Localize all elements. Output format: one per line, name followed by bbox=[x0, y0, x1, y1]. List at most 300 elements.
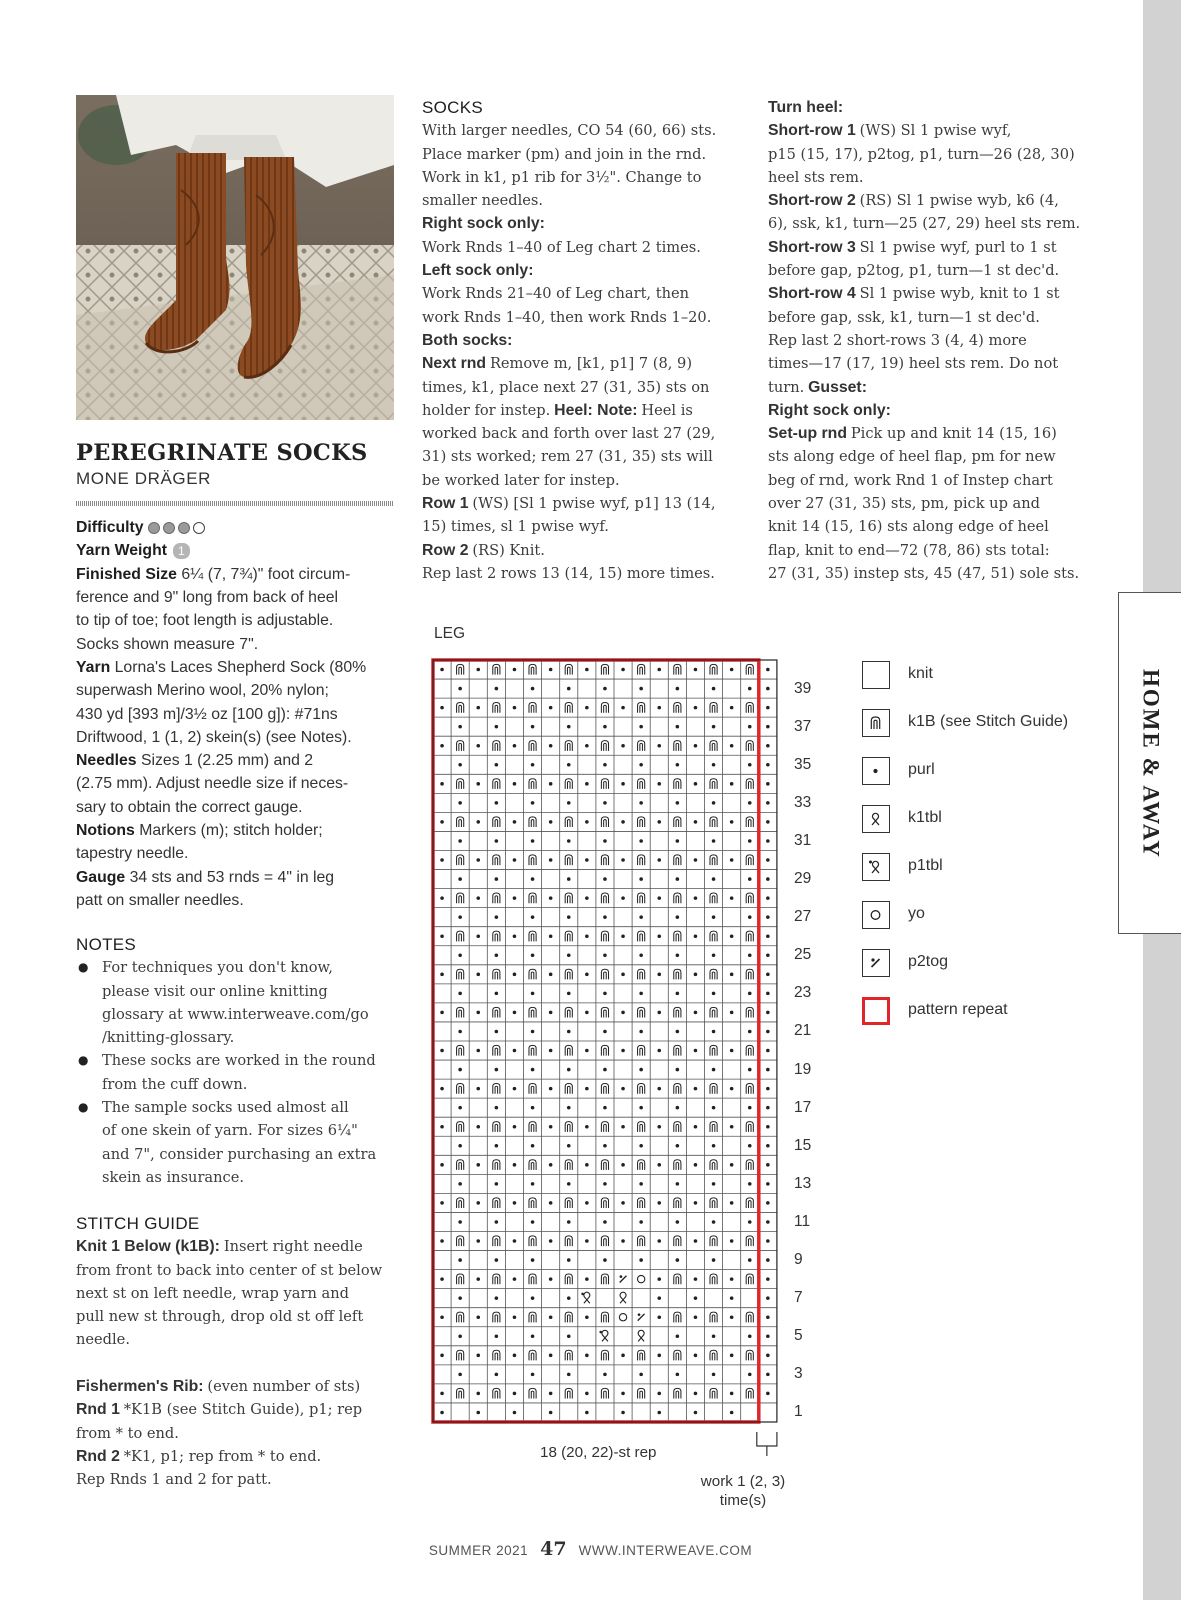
yarn-text: superwash Merino wool, 20% nylon; bbox=[76, 682, 329, 700]
chart-cell bbox=[657, 744, 661, 748]
chart-cell bbox=[603, 915, 607, 919]
chart-cell bbox=[585, 1087, 589, 1091]
chart-cell bbox=[601, 1274, 608, 1284]
chart-row-number: 23 bbox=[794, 984, 812, 1002]
finished-size-label: Finished Size bbox=[76, 565, 177, 583]
chart-cell bbox=[601, 1160, 608, 1170]
chart-cell bbox=[766, 687, 770, 691]
chart-cell bbox=[565, 1045, 572, 1055]
chart-cell bbox=[513, 1201, 517, 1205]
chart-cell bbox=[529, 931, 536, 941]
chart-cell bbox=[581, 1292, 590, 1303]
chart-cell bbox=[440, 934, 444, 938]
chart-cell bbox=[730, 1411, 734, 1415]
chart-cell bbox=[638, 1330, 644, 1341]
finished-size-text: Socks shown measure 7". bbox=[76, 635, 259, 653]
chart-cell bbox=[549, 1277, 553, 1281]
chart-cell bbox=[674, 664, 681, 674]
chart-cell bbox=[712, 1373, 716, 1377]
chart-cell bbox=[674, 1236, 681, 1246]
chart-cell bbox=[766, 1068, 770, 1072]
difficulty-label: Difficulty bbox=[76, 519, 144, 536]
chart-cell bbox=[493, 893, 500, 903]
chart-row-number: 19 bbox=[794, 1060, 812, 1078]
chart-row bbox=[440, 817, 769, 827]
chart-cell bbox=[674, 1388, 681, 1398]
chart-cell bbox=[529, 1274, 536, 1284]
chart-cell bbox=[621, 1354, 625, 1358]
chart-cell bbox=[746, 779, 753, 789]
chart-row bbox=[458, 763, 769, 767]
chart-cell bbox=[676, 1334, 680, 1338]
chart-cell bbox=[531, 725, 535, 729]
chart-cell bbox=[694, 858, 698, 862]
chart-cell bbox=[458, 1030, 462, 1034]
chart-cell bbox=[531, 1144, 535, 1148]
chart-cell bbox=[440, 896, 444, 900]
legend-purl-icon bbox=[862, 757, 890, 785]
chart-row bbox=[440, 1122, 769, 1132]
chart-cell bbox=[458, 1373, 462, 1377]
notions-text: Markers (m); stitch holder; bbox=[139, 822, 323, 840]
chart-cell bbox=[694, 1239, 698, 1243]
legend-label: p1tbl bbox=[908, 857, 943, 874]
chart-cell bbox=[712, 839, 716, 843]
chart-cell bbox=[513, 973, 517, 977]
chart-cell bbox=[476, 820, 480, 824]
chart-cell bbox=[458, 725, 462, 729]
chart-cell bbox=[621, 1411, 625, 1415]
chart-cell bbox=[529, 1312, 536, 1322]
chart-cell bbox=[621, 744, 625, 748]
chart-cell bbox=[585, 1163, 589, 1167]
work-times-label: work 1 (2, 3) time(s) bbox=[700, 1473, 786, 1509]
chart-cell bbox=[621, 896, 625, 900]
chart-cell bbox=[621, 668, 625, 672]
chart-cell bbox=[766, 1163, 770, 1167]
chart-cell bbox=[676, 725, 680, 729]
chart-cell bbox=[457, 664, 464, 674]
chart-cell bbox=[458, 1296, 462, 1300]
chart-cell bbox=[513, 1087, 517, 1091]
chart-cell bbox=[476, 706, 480, 710]
chart-cell bbox=[476, 782, 480, 786]
chart-cell bbox=[712, 877, 716, 881]
chart-cell bbox=[513, 896, 517, 900]
chart-cell bbox=[746, 703, 753, 713]
chart-cell bbox=[638, 1084, 645, 1094]
chart-cell bbox=[531, 801, 535, 805]
chart-cell bbox=[476, 1049, 480, 1053]
chart-cell bbox=[440, 1011, 444, 1015]
chart-cell bbox=[766, 782, 770, 786]
chart-cell bbox=[712, 801, 716, 805]
chart-cell bbox=[694, 782, 698, 786]
yarn-text: Driftwood, 1 (1, 2) skein(s) (see Notes). bbox=[76, 728, 352, 746]
chart-cell bbox=[493, 703, 500, 713]
chart-cell bbox=[476, 1011, 480, 1015]
chart-cell bbox=[585, 973, 589, 977]
chart-cell bbox=[457, 893, 464, 903]
legend-k1tbl-icon bbox=[862, 805, 890, 833]
chart-row-number: 17 bbox=[794, 1098, 812, 1116]
chart-cell bbox=[639, 1030, 643, 1034]
chart-cell bbox=[674, 855, 681, 865]
chart-cell bbox=[674, 741, 681, 751]
chart-cell bbox=[748, 725, 752, 729]
chart-cell bbox=[531, 1296, 535, 1300]
chart-cell bbox=[495, 801, 499, 805]
legend-label: yo bbox=[908, 905, 925, 922]
chart-cell bbox=[638, 1122, 645, 1132]
chart-row bbox=[458, 1144, 769, 1148]
chart-cell bbox=[585, 934, 589, 938]
chart-cell bbox=[440, 1392, 444, 1396]
chart-cell bbox=[529, 1122, 536, 1132]
chart-cell bbox=[766, 1315, 770, 1319]
chart-cell bbox=[493, 1198, 500, 1208]
legend-knit-icon bbox=[862, 661, 890, 689]
chart-cell bbox=[529, 779, 536, 789]
chart-cell bbox=[440, 1201, 444, 1205]
chart-cell bbox=[657, 1354, 661, 1358]
stitch-guide-heading: STITCH GUIDE bbox=[76, 1214, 200, 1233]
chart-cell bbox=[513, 668, 517, 672]
chart-cell bbox=[694, 1315, 698, 1319]
chart-cell bbox=[531, 839, 535, 843]
legend-label: pattern repeat bbox=[908, 1001, 1008, 1018]
chart-cell bbox=[476, 934, 480, 938]
gauge-label: Gauge bbox=[76, 868, 126, 886]
chart-cell bbox=[549, 1049, 553, 1053]
chart-cell bbox=[513, 1049, 517, 1053]
chart-cell bbox=[513, 1411, 517, 1415]
chart-cell bbox=[495, 725, 499, 729]
chart-cell bbox=[766, 668, 770, 672]
chart-cell bbox=[601, 779, 608, 789]
chart-row bbox=[458, 1330, 769, 1341]
chart-cell bbox=[529, 1198, 536, 1208]
chart-cell bbox=[585, 1011, 589, 1015]
chart-row bbox=[440, 1160, 769, 1170]
chart-cell bbox=[746, 1236, 753, 1246]
chart-cell bbox=[601, 1084, 608, 1094]
repeat-label: 18 (20, 22)-st rep bbox=[540, 1444, 657, 1461]
chart-cell bbox=[674, 1045, 681, 1055]
chart-cell bbox=[694, 1392, 698, 1396]
chart-cell bbox=[458, 953, 462, 957]
chart-cell bbox=[531, 1030, 535, 1034]
chart-cell bbox=[766, 763, 770, 767]
chart-cell bbox=[694, 934, 698, 938]
chart-cell bbox=[495, 877, 499, 881]
chart-cell bbox=[476, 1354, 480, 1358]
chart-cell bbox=[657, 668, 661, 672]
chart-cell bbox=[710, 931, 717, 941]
page-number: 47 bbox=[540, 1538, 567, 1560]
chart-cell bbox=[549, 706, 553, 710]
chart-cell bbox=[676, 1182, 680, 1186]
chart-cell bbox=[601, 1122, 608, 1132]
chart-row-number: 29 bbox=[794, 870, 812, 888]
chart-row bbox=[458, 1182, 769, 1186]
chart-cell bbox=[712, 1068, 716, 1072]
chart-cell bbox=[567, 801, 571, 805]
chart-cell bbox=[565, 703, 572, 713]
chart-cell bbox=[565, 1122, 572, 1132]
finished-size-text: ference and 9" long from back of heel bbox=[76, 589, 339, 607]
chart-cell bbox=[766, 896, 770, 900]
chart-cell bbox=[712, 725, 716, 729]
chart-cell bbox=[712, 763, 716, 767]
chart-title: LEG bbox=[434, 625, 466, 642]
chart-cell bbox=[531, 877, 535, 881]
chart-cell bbox=[638, 664, 645, 674]
chart-grid bbox=[433, 660, 777, 1422]
chart-cell bbox=[694, 1087, 698, 1091]
chart-cell bbox=[710, 703, 717, 713]
chart-cell bbox=[493, 1007, 500, 1017]
chart-cell bbox=[712, 687, 716, 691]
chart-cell bbox=[513, 934, 517, 938]
chart-cell bbox=[549, 934, 553, 938]
chart-cell bbox=[495, 1068, 499, 1072]
chart-cell bbox=[748, 1068, 752, 1072]
chart-cell bbox=[495, 953, 499, 957]
chart-cell bbox=[710, 1350, 717, 1360]
chart-cell bbox=[620, 1292, 626, 1303]
chart-row bbox=[458, 953, 769, 957]
chart-cell bbox=[549, 1201, 553, 1205]
difficulty-dot-filled bbox=[178, 522, 190, 534]
chart-cell bbox=[621, 820, 625, 824]
chart-cell bbox=[440, 1049, 444, 1053]
chart-cell bbox=[676, 1030, 680, 1034]
chart-cell bbox=[746, 817, 753, 827]
chart-cell bbox=[730, 744, 734, 748]
chart-cell bbox=[585, 820, 589, 824]
chart-cell bbox=[549, 1239, 553, 1243]
chart-cell bbox=[565, 1274, 572, 1284]
chart-cell bbox=[746, 969, 753, 979]
chart-cell bbox=[674, 779, 681, 789]
chart-cell bbox=[694, 1049, 698, 1053]
chart-cell bbox=[621, 1239, 625, 1243]
specs-block bbox=[76, 516, 394, 912]
chart-cell bbox=[746, 931, 753, 941]
finished-size-text: 6¼ (7, 7¾)" foot circum- bbox=[181, 565, 351, 583]
chart-cell bbox=[601, 703, 608, 713]
chart-cell bbox=[531, 1182, 535, 1186]
chart-cell bbox=[457, 1007, 464, 1017]
chart-row bbox=[458, 1068, 769, 1072]
legend-p2tog-icon bbox=[862, 949, 890, 977]
chart-cell bbox=[638, 1160, 645, 1170]
chart-cell bbox=[676, 687, 680, 691]
chart-cell bbox=[676, 1068, 680, 1072]
chart-cell bbox=[565, 741, 572, 751]
chart-cell bbox=[603, 1144, 607, 1148]
chart-cell bbox=[710, 1160, 717, 1170]
chart-cell bbox=[730, 1049, 734, 1053]
chart-cell bbox=[513, 1277, 517, 1281]
chart-border bbox=[433, 660, 777, 1422]
chart-row bbox=[440, 1274, 769, 1284]
chart-cell bbox=[657, 896, 661, 900]
chart-cell bbox=[585, 1277, 589, 1281]
chart-cell bbox=[601, 969, 608, 979]
chart-cell bbox=[638, 703, 645, 713]
chart-cell bbox=[657, 1277, 661, 1281]
chart-cell bbox=[710, 1007, 717, 1017]
chart-row bbox=[440, 1084, 769, 1094]
chart-row bbox=[440, 664, 769, 674]
chart-cell bbox=[529, 703, 536, 713]
chart-cell bbox=[766, 744, 770, 748]
chart-row bbox=[440, 855, 769, 865]
chart-cell bbox=[529, 1160, 536, 1170]
chart-cell bbox=[638, 931, 645, 941]
chart-cell bbox=[639, 763, 643, 767]
chart-cell bbox=[493, 969, 500, 979]
chart-cell bbox=[476, 1277, 480, 1281]
chart-cell bbox=[638, 1236, 645, 1246]
chart-row-number: 9 bbox=[794, 1251, 803, 1269]
chart-cell bbox=[476, 1163, 480, 1167]
chart-row bbox=[440, 741, 769, 751]
chart-cell bbox=[710, 1388, 717, 1398]
chart-cell bbox=[712, 1144, 716, 1148]
chart-cell bbox=[601, 1236, 608, 1246]
chart-cell bbox=[766, 1334, 770, 1338]
chart-cell bbox=[495, 763, 499, 767]
chart-cell bbox=[476, 1125, 480, 1129]
chart-row-number: 5 bbox=[794, 1327, 803, 1345]
chart-cell bbox=[730, 1125, 734, 1129]
chart-cell bbox=[657, 1392, 661, 1396]
chart-cell bbox=[529, 855, 536, 865]
chart-cell bbox=[674, 931, 681, 941]
chart-cell bbox=[694, 1354, 698, 1358]
chart-cell bbox=[676, 953, 680, 957]
chart-row-number: 31 bbox=[794, 831, 812, 849]
chart-cell bbox=[638, 817, 645, 827]
chart-row bbox=[440, 703, 769, 713]
chart-cell bbox=[603, 1220, 607, 1224]
chart-cell bbox=[513, 744, 517, 748]
chart-cell bbox=[621, 706, 625, 710]
chart-cell bbox=[599, 1330, 608, 1341]
chart-cell bbox=[495, 992, 499, 996]
chart-cell bbox=[619, 1314, 626, 1321]
legend-yo-icon bbox=[862, 901, 890, 929]
work-bracket bbox=[757, 1432, 777, 1446]
chart-cell bbox=[730, 820, 734, 824]
chart-cell bbox=[674, 1312, 681, 1322]
chart-cell bbox=[493, 855, 500, 865]
chart-cell bbox=[748, 1373, 752, 1377]
chart-cell bbox=[674, 1350, 681, 1360]
chart-cell bbox=[549, 1011, 553, 1015]
chart-cell bbox=[712, 1334, 716, 1338]
chart-cell bbox=[565, 931, 572, 941]
legend-repeat-icon bbox=[862, 997, 890, 1025]
chart-cell bbox=[657, 1411, 661, 1415]
chart-cell bbox=[529, 1007, 536, 1017]
chart-row-number: 3 bbox=[794, 1365, 803, 1383]
chart-cell bbox=[674, 703, 681, 713]
chart-row bbox=[440, 1045, 769, 1055]
chart-cell bbox=[601, 1350, 608, 1360]
chart-cell bbox=[766, 801, 770, 805]
chart-cell bbox=[457, 1122, 464, 1132]
chart-cell bbox=[549, 1125, 553, 1129]
chart-cell bbox=[457, 1388, 464, 1398]
footer-url: WWW.INTERWEAVE.COM bbox=[578, 1543, 753, 1558]
chart-cell bbox=[674, 1274, 681, 1284]
chart-cell bbox=[440, 1239, 444, 1243]
chart-cell bbox=[493, 1312, 500, 1322]
chart-cell bbox=[585, 744, 589, 748]
chart-cell bbox=[440, 858, 444, 862]
chart-cell bbox=[493, 817, 500, 827]
chart-row bbox=[440, 1236, 769, 1246]
chart-row-number: 15 bbox=[794, 1136, 812, 1154]
chart-cell bbox=[730, 1011, 734, 1015]
chart-cell bbox=[712, 1220, 716, 1224]
chart-cell bbox=[457, 1084, 464, 1094]
chart-cell bbox=[676, 992, 680, 996]
chart-cell bbox=[694, 1201, 698, 1205]
chart-cell bbox=[529, 1350, 536, 1360]
chart-cell bbox=[585, 706, 589, 710]
both-socks-label: Both socks: bbox=[422, 331, 513, 349]
chart-row bbox=[440, 1007, 769, 1017]
chart-cell bbox=[440, 1354, 444, 1358]
chart-cell bbox=[531, 687, 535, 691]
chart-row bbox=[458, 839, 769, 843]
chart-cell bbox=[529, 741, 536, 751]
chart-cell bbox=[730, 1163, 734, 1167]
chart-cell bbox=[621, 858, 625, 862]
chart-cell bbox=[549, 782, 553, 786]
chart-row bbox=[458, 1030, 769, 1034]
chart-cell bbox=[712, 1258, 716, 1262]
chart-cell bbox=[639, 1258, 643, 1262]
notions-text: tapestry needle. bbox=[76, 845, 189, 863]
chart-cell bbox=[567, 1373, 571, 1377]
chart-row bbox=[440, 1411, 733, 1415]
chart-cell bbox=[712, 1030, 716, 1034]
chart-cell bbox=[567, 877, 571, 881]
chart-cell bbox=[748, 1106, 752, 1110]
chart-cell bbox=[694, 744, 698, 748]
chart-cell bbox=[529, 817, 536, 827]
chart-cell bbox=[440, 1411, 444, 1415]
chart-cell bbox=[730, 1315, 734, 1319]
chart-row bbox=[458, 877, 769, 881]
chart-cell bbox=[657, 1011, 661, 1015]
chart-cell bbox=[476, 1392, 480, 1396]
chart-row bbox=[458, 801, 769, 805]
chart-cell bbox=[458, 915, 462, 919]
chart-cell bbox=[513, 1239, 517, 1243]
chart-cell bbox=[674, 1160, 681, 1170]
chart-cell bbox=[549, 1354, 553, 1358]
chart-cell bbox=[529, 1084, 536, 1094]
chart-cell bbox=[766, 1049, 770, 1053]
sock-photo bbox=[76, 95, 394, 420]
